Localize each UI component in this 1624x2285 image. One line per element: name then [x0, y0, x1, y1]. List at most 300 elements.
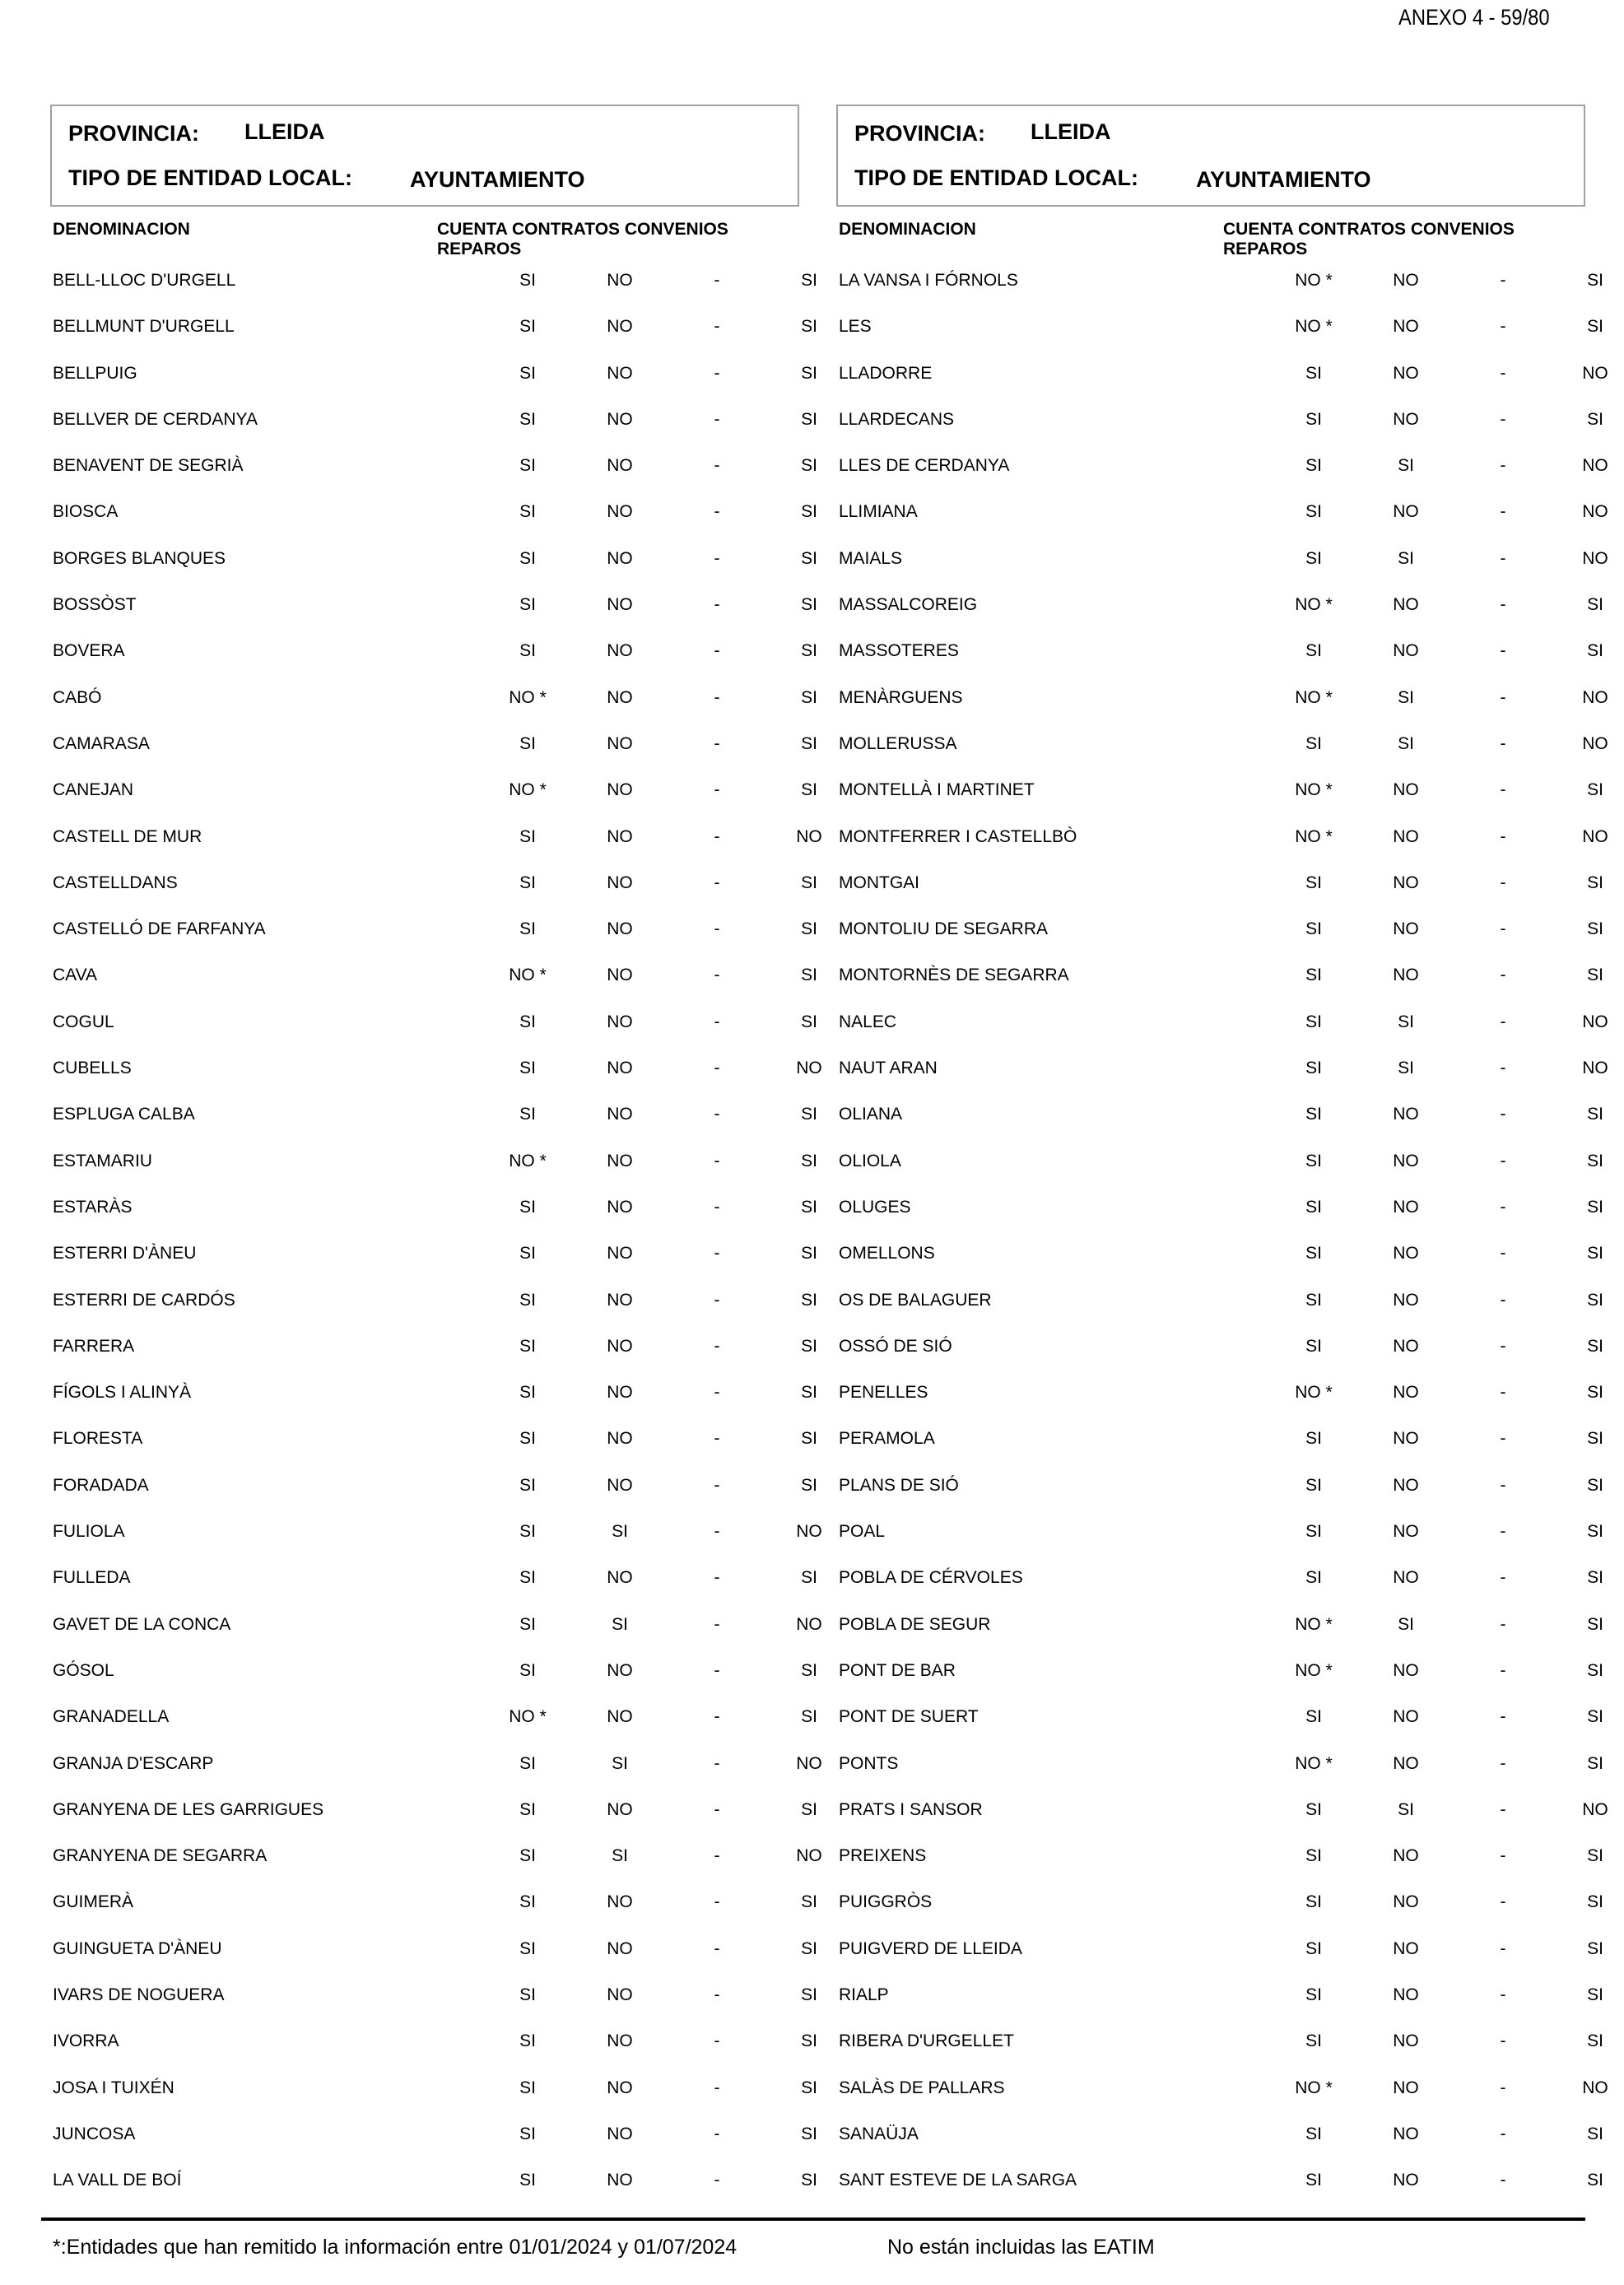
table-rows-right — [836, 253, 1608, 2199]
convenios-cell: - — [714, 1707, 720, 1727]
denominacion-cell: COGUL — [53, 1012, 114, 1031]
denominacion-cell: FARRERA — [53, 1336, 135, 1356]
denominacion-cell: CANEJAN — [53, 780, 134, 800]
cuenta-cell: SI — [1305, 1985, 1322, 2004]
tipo-entidad-label: TIPO DE ENTIDAD LOCAL: — [68, 165, 352, 190]
table-row — [836, 1874, 1603, 1920]
contratos-cell: NO — [607, 1707, 633, 1727]
contratos-cell: NO — [1393, 826, 1419, 846]
cuenta-cell: SI — [519, 1383, 536, 1403]
cuenta-cell: SI — [519, 826, 536, 846]
convenios-cell: - — [714, 456, 720, 476]
cuenta-cell: SI — [1305, 1799, 1322, 1819]
table-row — [836, 1040, 1608, 1087]
reparos-cell: SI — [801, 1799, 817, 1819]
reparos-cell: SI — [1587, 1429, 1603, 1449]
reparos-cell: SI — [801, 1707, 817, 1727]
cuenta-cell: SI — [1305, 1938, 1322, 1958]
reparos-cell: SI — [801, 2031, 817, 2051]
table-row — [836, 809, 1608, 855]
denominacion-cell: CUBELLS — [53, 1059, 132, 1078]
denominacion-cell: ESTERRI DE CARDÓS — [53, 1290, 235, 1310]
table-row — [50, 1643, 817, 1689]
contratos-cell: NO — [607, 641, 633, 661]
table-row — [50, 1689, 817, 1735]
contratos-cell: SI — [612, 1614, 628, 1634]
convenios-cell: - — [1500, 1197, 1506, 1217]
denominacion-cell: BENAVENT DE SEGRIÀ — [53, 456, 244, 476]
convenios-cell: - — [714, 409, 720, 429]
denominacion-cell: PLANS DE SIÓ — [839, 1475, 959, 1495]
table-row — [836, 1643, 1603, 1689]
contratos-cell: NO — [607, 1151, 633, 1170]
table-rows-left — [50, 253, 822, 2199]
reparos-cell: SI — [801, 363, 817, 383]
cuenta-cell: SI — [1305, 2031, 1322, 2051]
cuenta-cell: NO * — [509, 687, 547, 707]
convenios-cell: - — [1500, 641, 1506, 661]
reparos-cell: SI — [801, 1985, 817, 2004]
cuenta-cell: SI — [1305, 641, 1322, 661]
header-box-right — [836, 105, 1585, 207]
reparos-cell: NO — [1582, 1799, 1608, 1819]
table-row — [50, 1087, 817, 1133]
contratos-cell: NO — [1393, 780, 1419, 800]
contratos-cell: NO — [1393, 363, 1419, 383]
contratos-cell: NO — [607, 873, 633, 892]
contratos-cell: NO — [1393, 1429, 1419, 1449]
table-row — [836, 1597, 1603, 1643]
contratos-cell: NO — [607, 1336, 633, 1356]
reparos-cell: NO — [1582, 502, 1608, 522]
table-row — [50, 1365, 817, 1411]
convenios-cell: - — [1500, 409, 1506, 429]
convenios-cell: - — [1500, 1614, 1506, 1634]
convenios-cell: - — [1500, 363, 1506, 383]
denominacion-cell: ESPLUGA CALBA — [53, 1105, 195, 1124]
convenios-cell: - — [714, 2031, 720, 2051]
convenios-cell: - — [1500, 595, 1506, 615]
contratos-cell: SI — [1398, 548, 1414, 568]
reparos-cell: SI — [801, 1568, 817, 1588]
convenios-cell: - — [1500, 1938, 1506, 1958]
denominacion-cell: OLIOLA — [839, 1151, 901, 1170]
cuenta-cell: SI — [1305, 966, 1322, 985]
contratos-cell: NO — [607, 1568, 633, 1588]
convenios-cell: - — [714, 966, 720, 985]
reparos-cell: SI — [1587, 1753, 1603, 1773]
table-row — [836, 2060, 1608, 2106]
convenios-cell: - — [1500, 1059, 1506, 1078]
denominacion-cell: ESTARÀS — [53, 1197, 133, 1217]
contratos-cell: SI — [1398, 687, 1414, 707]
reparos-cell: SI — [1587, 271, 1603, 290]
table-row — [836, 762, 1603, 808]
denominacion-cell: MONTOLIU DE SEGARRA — [839, 919, 1048, 939]
convenios-cell: - — [1500, 1522, 1506, 1542]
column-headers-left — [50, 207, 799, 258]
reparos-cell: SI — [1587, 1522, 1603, 1542]
convenios-cell: - — [714, 1244, 720, 1263]
table-row — [50, 346, 817, 392]
denominacion-cell: GRANADELLA — [53, 1707, 170, 1727]
contratos-cell: NO — [607, 1892, 633, 1912]
reparos-cell: SI — [1587, 317, 1603, 337]
contratos-cell: SI — [612, 1522, 628, 1542]
table-row — [836, 438, 1608, 484]
provincia-value: LLEIDA — [1031, 119, 1111, 144]
reparos-cell: SI — [801, 2171, 817, 2190]
reparos-cell: NO — [1582, 456, 1608, 476]
contratos-cell: NO — [607, 317, 633, 337]
reparos-cell: NO — [1582, 548, 1608, 568]
denominacion-cell: NALEC — [839, 1012, 897, 1031]
table-row — [836, 1689, 1603, 1735]
contratos-cell: NO — [1393, 1244, 1419, 1263]
reparos-cell: NO — [1582, 687, 1608, 707]
contratos-cell: NO — [1393, 1197, 1419, 1217]
reparos-cell: SI — [801, 873, 817, 892]
provincia-label: PROVINCIA: — [854, 121, 986, 146]
reparos-cell: SI — [1587, 966, 1603, 985]
table-row — [836, 299, 1603, 345]
denominacion-cell: LLIMIANA — [839, 502, 918, 522]
convenios-cell: - — [714, 1059, 720, 1078]
convenios-cell: - — [714, 1522, 720, 1542]
convenios-cell: - — [714, 363, 720, 383]
reparos-cell: SI — [801, 641, 817, 661]
convenios-cell: - — [1500, 1290, 1506, 1310]
table-row — [50, 253, 817, 299]
reparos-cell: SI — [801, 733, 817, 753]
contratos-cell: NO — [607, 1660, 633, 1680]
reparos-cell: SI — [801, 966, 817, 985]
cuenta-cell: NO * — [1295, 1660, 1333, 1680]
cuenta-cell: SI — [519, 1660, 536, 1680]
cuenta-cell: SI — [519, 456, 536, 476]
cuenta-cell: SI — [1305, 1846, 1322, 1866]
cuenta-cell: SI — [519, 548, 536, 568]
contratos-cell: NO — [1393, 966, 1419, 985]
reparos-cell: SI — [1587, 2031, 1603, 2051]
reparos-cell: NO — [796, 1614, 822, 1634]
reparos-cell: SI — [1587, 1151, 1603, 1170]
table-row — [50, 1782, 817, 1828]
denominacion-cell: ESTAMARIU — [53, 1151, 152, 1170]
denominacion-cell: SALÀS DE PALLARS — [839, 2078, 1005, 2097]
convenios-cell: - — [714, 1105, 720, 1124]
right-column — [836, 105, 1608, 2199]
convenios-cell: - — [714, 1151, 720, 1170]
table-row — [836, 1967, 1603, 2013]
cuenta-cell: SI — [1305, 1336, 1322, 1356]
denominacion-cell: SANAÜJA — [839, 2124, 919, 2143]
denominacion-cell: CABÓ — [53, 687, 102, 707]
denominacion-cell: MONTELLÀ I MARTINET — [839, 780, 1035, 800]
table-row — [836, 1365, 1603, 1411]
reparos-cell: SI — [1587, 409, 1603, 429]
convenios-cell: - — [1500, 2171, 1506, 2190]
convenios-cell: - — [714, 2124, 720, 2143]
reparos-cell: SI — [801, 1336, 817, 1356]
denominacion-cell: IVARS DE NOGUERA — [53, 1985, 225, 2004]
denominacion-cell: LA VANSA I FÓRNOLS — [839, 271, 1018, 290]
denominacion-cell: GRANYENA DE LES GARRIGUES — [53, 1799, 324, 1819]
reparos-cell: SI — [1587, 1846, 1603, 1866]
contratos-cell: NO — [607, 1059, 633, 1078]
cuenta-cell: NO * — [1295, 2078, 1333, 2097]
contratos-cell: NO — [607, 966, 633, 985]
contratos-cell: NO — [1393, 1522, 1419, 1542]
cuenta-cell: SI — [519, 1846, 536, 1866]
contratos-cell: NO — [607, 1105, 633, 1124]
contratos-cell: NO — [607, 1290, 633, 1310]
table-row — [836, 1550, 1603, 1596]
cuenta-cell: SI — [519, 1290, 536, 1310]
denominacion-cell: OMELLONS — [839, 1244, 935, 1263]
cuenta-cell: NO * — [1295, 317, 1333, 337]
contratos-cell: NO — [607, 548, 633, 568]
cuenta-cell: SI — [519, 1892, 536, 1912]
contratos-cell: NO — [607, 1985, 633, 2004]
cuenta-cell: SI — [519, 1985, 536, 2004]
cuenta-cell: NO * — [1295, 595, 1333, 615]
convenios-cell: - — [714, 687, 720, 707]
contratos-cell: NO — [1393, 1336, 1419, 1356]
convenios-cell: - — [714, 1892, 720, 1912]
reparos-cell: SI — [801, 1012, 817, 1031]
contratos-cell: SI — [1398, 1799, 1414, 1819]
contratos-cell: NO — [607, 1938, 633, 1958]
denominacion-cell: MONTGAI — [839, 873, 919, 892]
cuenta-cell: SI — [519, 502, 536, 522]
cuenta-cell: SI — [519, 2124, 536, 2143]
reparos-cell: SI — [1587, 780, 1603, 800]
convenios-cell: - — [1500, 966, 1506, 985]
table-row — [836, 1736, 1603, 1782]
table-row — [50, 762, 817, 808]
convenios-cell: - — [714, 1197, 720, 1217]
contratos-cell: NO — [1393, 1707, 1419, 1727]
reparos-cell: SI — [801, 317, 817, 337]
cuenta-cell: SI — [1305, 2124, 1322, 2143]
cuenta-cell: SI — [519, 1753, 536, 1773]
denominacion-cell: BOVERA — [53, 641, 125, 661]
table-row — [836, 2152, 1603, 2199]
denominacion-cell: CAMARASA — [53, 733, 150, 753]
table-row — [50, 1226, 817, 1272]
denominacion-cell: PRATS I SANSOR — [839, 1799, 983, 1819]
tipo-entidad-value: AYUNTAMIENTO — [410, 167, 585, 192]
denominacion-cell: PUIGVERD DE LLEIDA — [839, 1938, 1022, 1958]
convenios-cell: - — [1500, 1012, 1506, 1031]
table-row — [836, 670, 1608, 716]
denominacion-cell: RIALP — [839, 1985, 889, 2004]
reparos-cell: SI — [801, 919, 817, 939]
convenios-cell: - — [714, 317, 720, 337]
cuenta-cell: SI — [519, 1197, 536, 1217]
reparos-cell: SI — [1587, 1938, 1603, 1958]
reparos-cell: SI — [1587, 1197, 1603, 1217]
contratos-cell: SI — [612, 1846, 628, 1866]
table-row — [836, 484, 1608, 530]
denominacion-cell: PONT DE SUERT — [839, 1707, 979, 1727]
cuenta-cell: NO * — [1295, 271, 1333, 290]
reparos-cell: NO — [1582, 733, 1608, 753]
denominacion-cell: GRANJA D'ESCARP — [53, 1753, 214, 1773]
contratos-cell: NO — [607, 2078, 633, 2097]
denominacion-cell: ESTERRI D'ÀNEU — [53, 1244, 197, 1263]
table-row — [50, 2060, 817, 2106]
contratos-cell: NO — [1393, 595, 1419, 615]
provincia-value: LLEIDA — [244, 119, 325, 144]
cuenta-cell: NO * — [509, 966, 547, 985]
cuenta-cell: SI — [1305, 1012, 1322, 1031]
reparos-cell: NO — [796, 1753, 822, 1773]
denominacion-cell: JUNCOSA — [53, 2124, 136, 2143]
reparos-cell: SI — [801, 780, 817, 800]
table-row — [50, 716, 817, 762]
cuenta-cell: NO * — [1295, 1753, 1333, 1773]
convenios-cell: - — [714, 1336, 720, 1356]
table-row — [50, 947, 817, 994]
convenios-cell: - — [1500, 1892, 1506, 1912]
table-row — [50, 1504, 822, 1550]
convenios-cell: - — [1500, 1985, 1506, 2004]
cuenta-cell: SI — [519, 1012, 536, 1031]
contratos-cell: NO — [1393, 317, 1419, 337]
table-row — [50, 299, 817, 345]
cuenta-cell: NO * — [1295, 1614, 1333, 1634]
convenios-cell: - — [1500, 1383, 1506, 1403]
convenios-cell: - — [1500, 826, 1506, 846]
convenios-cell: - — [714, 873, 720, 892]
reparos-cell: SI — [1587, 1707, 1603, 1727]
contratos-cell: SI — [1398, 733, 1414, 753]
contratos-cell: NO — [1393, 1892, 1419, 1912]
denominacion-cell: BOSSÒST — [53, 595, 137, 615]
convenios-cell: - — [714, 1383, 720, 1403]
contratos-cell: NO — [1393, 1475, 1419, 1495]
table-row — [50, 1874, 817, 1920]
contratos-cell: NO — [607, 502, 633, 522]
cuenta-cell: SI — [519, 1614, 536, 1634]
table-row — [836, 253, 1603, 299]
cuenta-cell: SI — [519, 2078, 536, 2097]
reparos-cell: SI — [1587, 2124, 1603, 2143]
table-row — [836, 623, 1603, 669]
footer-eatim-note: No están incluidas las EATIM — [887, 2236, 1155, 2259]
reparos-cell: SI — [1587, 1475, 1603, 1495]
table-row — [50, 1736, 822, 1782]
cuenta-cell: NO * — [509, 780, 547, 800]
contratos-cell: SI — [612, 1753, 628, 1773]
table-row — [50, 1411, 817, 1457]
cuenta-cell: SI — [519, 2031, 536, 2051]
convenios-cell: - — [714, 595, 720, 615]
table-row — [836, 1226, 1603, 1272]
cuenta-cell: SI — [1305, 1197, 1322, 1217]
table-row — [50, 1921, 817, 1967]
cuenta-cell: SI — [1305, 1290, 1322, 1310]
contratos-cell: NO — [1393, 502, 1419, 522]
provincia-label: PROVINCIA: — [68, 121, 200, 146]
denominacion-cell: OS DE BALAGUER — [839, 1290, 992, 1310]
cuenta-cell: SI — [1305, 1059, 1322, 1078]
contratos-cell: NO — [607, 919, 633, 939]
column-headers-right — [836, 207, 1585, 258]
cuenta-cell: SI — [519, 1429, 536, 1449]
contratos-cell: SI — [1398, 1012, 1414, 1031]
convenios-cell: - — [1500, 1707, 1506, 1727]
reparos-cell: SI — [1587, 1383, 1603, 1403]
contratos-cell: NO — [1393, 1660, 1419, 1680]
denominacion-cell: BORGES BLANQUES — [53, 548, 226, 568]
contratos-cell: NO — [607, 2171, 633, 2190]
reparos-cell: SI — [1587, 1105, 1603, 1124]
denominacion-cell: FÍGOLS I ALINYÀ — [53, 1383, 192, 1403]
cuenta-cell: SI — [519, 271, 536, 290]
convenios-cell: - — [1500, 733, 1506, 753]
convenios-cell: - — [714, 1429, 720, 1449]
denominacion-cell: BELL-LLOC D'URGELL — [53, 271, 236, 290]
page-number: ANEXO 4 - 59/80 — [1398, 5, 1550, 30]
convenios-cell: - — [714, 271, 720, 290]
convenios-cell: - — [1500, 919, 1506, 939]
denominacion-cell: CASTELLÓ DE FARFANYA — [53, 919, 266, 939]
footer-note: *:Entidades que han remitido la información entre 01/01/2024 y 01/07/2024 — [53, 2236, 738, 2259]
cuenta-cell: SI — [519, 1244, 536, 1263]
reparos-cell: SI — [801, 2124, 817, 2143]
contratos-cell: NO — [607, 1799, 633, 1819]
reparos-cell: SI — [1587, 1568, 1603, 1588]
cuenta-cell: SI — [519, 1336, 536, 1356]
convenios-cell: - — [714, 919, 720, 939]
cuenta-cell: SI — [1305, 456, 1322, 476]
cuenta-cell: SI — [1305, 873, 1322, 892]
reparos-cell: SI — [801, 1475, 817, 1495]
convenios-cell: - — [714, 1846, 720, 1866]
cuenta-cell: SI — [1305, 1892, 1322, 1912]
convenios-cell: - — [714, 1614, 720, 1634]
contratos-cell: NO — [1393, 919, 1419, 939]
table-row — [836, 1319, 1603, 1365]
contratos-cell: NO — [607, 1475, 633, 1495]
denominacion-cell: GUINGUETA D'ÀNEU — [53, 1938, 222, 1958]
cuenta-cell: SI — [1305, 733, 1322, 753]
table-row — [836, 1921, 1603, 1967]
reparos-cell: SI — [801, 456, 817, 476]
cuenta-cell: NO * — [509, 1707, 547, 1727]
cuenta-cell: SI — [519, 1522, 536, 1542]
reparos-cell: SI — [801, 1892, 817, 1912]
denominacion-cell: POBLA DE SEGUR — [839, 1614, 991, 1634]
contratos-cell: NO — [1393, 1290, 1419, 1310]
convenios-cell: - — [714, 1753, 720, 1773]
reparos-cell: SI — [801, 1197, 817, 1217]
reparos-cell: NO — [796, 1846, 822, 1866]
header-box-left — [50, 105, 799, 207]
table-row — [836, 901, 1603, 947]
convenios-cell: - — [714, 1799, 720, 1819]
table-row — [836, 1411, 1603, 1457]
cuenta-cell: SI — [1305, 2171, 1322, 2190]
cuenta-cell: SI — [1305, 409, 1322, 429]
reparos-cell: SI — [801, 548, 817, 568]
denominacion-cell: IVORRA — [53, 2031, 119, 2051]
cuenta-cell: SI — [1305, 1429, 1322, 1449]
cuenta-cell: NO * — [509, 1151, 547, 1170]
